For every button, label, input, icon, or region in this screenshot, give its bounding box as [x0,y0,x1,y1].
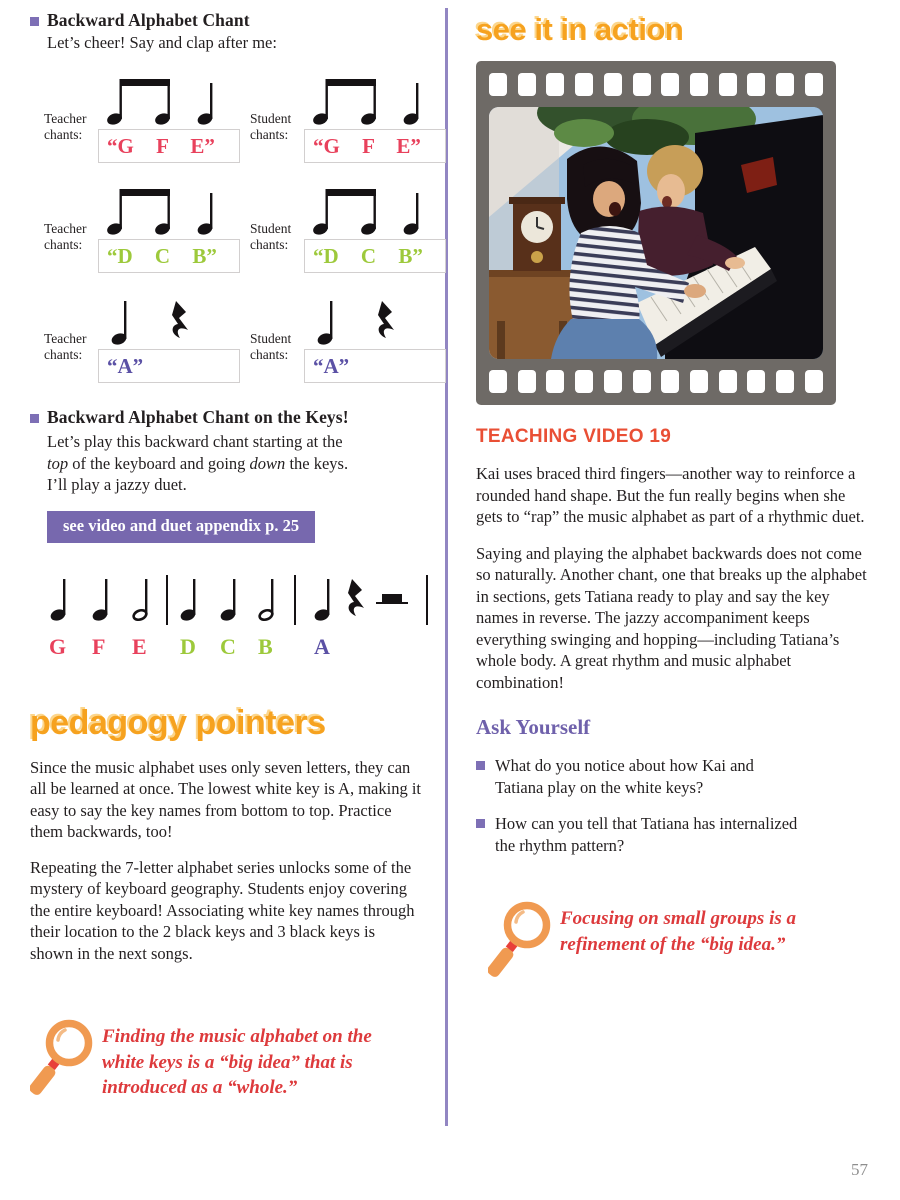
teacher-chant-group [44,187,240,273]
sprocket-hole-icon [604,370,622,393]
student-chant-group [250,187,446,273]
sprocket-hole-icon [805,73,823,96]
square-bullet-icon [476,819,485,828]
sprocket-hole-icon [633,370,651,393]
teacher-chant-group [44,297,240,383]
chant-section-subtitle: Let’s cheer! Say and clap after me: [47,33,277,52]
chant-section-title: Backward Alphabet Chant [47,10,250,30]
sprocket-hole-icon [690,73,708,96]
chant-row-gfe [44,77,436,163]
page-number: 57 [851,1160,868,1179]
question-item [476,755,872,798]
see-it-in-action-title: see it in action [476,12,684,47]
chant-box [304,129,446,163]
sprocket-hole-icon [518,73,536,96]
chant-box [304,349,446,383]
left-quote-block [30,1016,436,1101]
keys-section-heading [30,407,436,428]
chant-box [98,239,240,273]
chant-box [98,349,240,383]
sprocket-hole-icon [633,73,651,96]
filmstrip-sprockets-top [489,73,823,96]
note-letter: G [49,633,67,659]
chant-text: “D C B” [313,243,423,268]
student-chants-label: Student chants: [250,331,292,362]
quarter-note-and-rest-icon [102,297,232,349]
left-quote-text: Finding the music alphabet on the white keys is a “big idea” that is introduced as a “whole.” [102,1026,372,1098]
teacher-chant-group [44,77,240,163]
right-column [476,12,872,980]
chant-unit [304,187,446,273]
melody-letter-row [30,634,436,662]
sprocket-hole-icon [546,73,564,96]
question-text: What do you notice about how Kai and Tatiana play on the white keys? [495,756,754,797]
pedagogy-paragraph-1: Since the music alphabet uses only seven letters, they can all be learned at once. The lowest white key is A, making it easy to say the key names from bottom to top. Practice them backwards, too! [30,757,422,841]
chant-rows [44,77,436,383]
sprocket-hole-icon [747,73,765,96]
left-column [30,10,436,1101]
chant-unit [304,77,446,163]
sprocket-hole-icon [575,73,593,96]
filmstrip-sprockets-bottom [489,370,823,393]
sprocket-hole-icon [776,73,794,96]
eighth-pair-quarter-notes-icon [102,187,232,239]
square-bullet-icon [30,414,39,423]
eighth-pair-quarter-notes-icon [102,77,232,129]
pedagogy-paragraph-2: Repeating the 7-letter alphabet series unlocks some of the mystery of keyboard geography. Students enjoy covering the entire keyboard! Associating white key names through their location to the 2 black keys and 3 black keys is shown in the next songs. [30,857,415,963]
quarter-note-and-rest-icon [308,297,438,349]
note-letter: A [314,633,330,659]
note-letter: E [132,633,147,659]
video-paragraph-2: Saying and playing the alphabet backwards does not come so naturally. Another chant, one that breaks up the alphabet in sections, gets Tatiana ready to play and say the key names in reverse. The jazzy accompaniment keeps everything swinging and hopping—including Tatiana’s whole body. A great rhythm and music alphabet combination! [476,543,867,692]
sprocket-hole-icon [776,370,794,393]
magnifier-icon [30,1016,96,1098]
sprocket-hole-icon [690,370,708,393]
chant-text: “G F E” [107,133,215,158]
student-chant-group [250,297,446,383]
sprocket-hole-icon [805,370,823,393]
teacher-chants-label: Teacher chants: [44,331,87,362]
chant-unit [98,297,240,383]
square-bullet-icon [30,17,39,26]
eighth-pair-quarter-notes-icon [308,187,438,239]
student-chants-label: Student chants: [250,221,292,252]
note-letter: D [180,633,196,659]
note-letter: C [220,633,236,659]
piano-lesson-photo-illustration [489,107,823,359]
sprocket-hole-icon [575,370,593,393]
chant-row-dcb [44,187,436,273]
student-chant-group [250,77,446,163]
chant-box [304,239,446,273]
right-quote-block [488,898,872,980]
column-divider [445,8,448,1126]
chant-unit [304,297,446,383]
teacher-chants-label: Teacher chants: [44,111,87,142]
right-quote-text: Focusing on small groups is a refinement of the “big idea.” [560,908,796,955]
sprocket-hole-icon [719,370,737,393]
video-paragraph-1: Kai uses braced third fingers—another way to reinforce a rounded hand shape. But the fun really begins when she gets to “rap” the music alphabet as part of a rhythmic duet. [476,464,865,526]
question-item [476,813,872,856]
chant-text: “D C B” [107,243,217,268]
sprocket-hole-icon [546,370,564,393]
chant-text: “G F E” [313,133,421,158]
teaching-video-photo [489,107,823,359]
eighth-pair-quarter-notes-icon [308,77,438,129]
chant-text: “A” [107,353,144,378]
sprocket-hole-icon [747,370,765,393]
melody-notes-icon [30,571,430,629]
sprocket-hole-icon [489,370,507,393]
teacher-chants-label: Teacher chants: [44,221,87,252]
note-letter: B [258,633,273,659]
sprocket-hole-icon [719,73,737,96]
question-text: How can you tell that Tatiana has internalized the rhythm pattern? [495,814,798,855]
note-letter: F [92,633,106,659]
chant-row-a [44,297,436,383]
ask-yourself-title: Ask Yourself [476,715,591,739]
sprocket-hole-icon [661,370,679,393]
keys-section-title: Backward Alphabet Chant on the Keys! [47,407,349,427]
square-bullet-icon [476,761,485,770]
sprocket-hole-icon [661,73,679,96]
video-appendix-banner[interactable]: see video and duet appendix p. 25 [47,511,315,543]
chant-unit [98,77,240,163]
filmstrip-frame [476,61,836,405]
teaching-video-heading: TEACHING VIDEO 19 [476,426,672,447]
sprocket-hole-icon [604,73,622,96]
melody-line [30,571,436,662]
chant-text: “A” [313,353,350,378]
chant-section-heading [30,10,436,31]
chant-unit [98,187,240,273]
chant-box [98,129,240,163]
student-chants-label: Student chants: [250,111,292,142]
keys-section-paragraph: Let’s play this backward chant starting at the top of the keyboard and going down the keys. I’ll play a jazzy duet. [47,432,349,494]
magnifier-icon [488,898,554,980]
sprocket-hole-icon [518,370,536,393]
sprocket-hole-icon [489,73,507,96]
pedagogy-pointers-title: pedagogy pointers [30,703,326,742]
